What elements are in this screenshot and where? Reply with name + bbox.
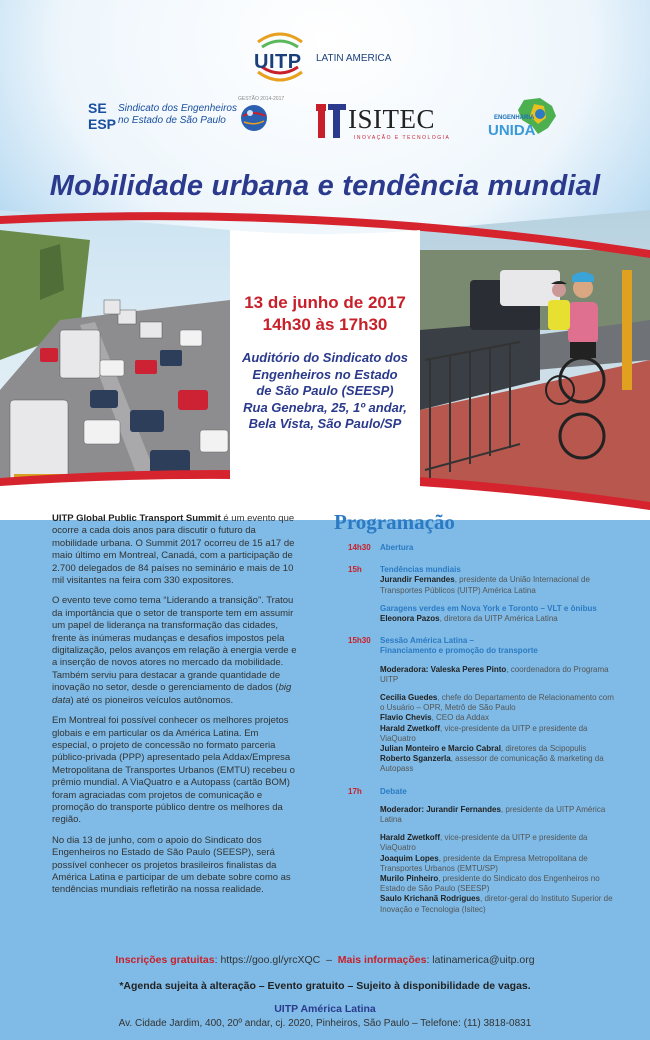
- agenda-note: *Agenda sujeita à alteração – Evento gratuito – Sujeito à disponibilidade de vagas.: [119, 980, 531, 992]
- speaker: Julian Monteiro e Marcio Cabral, diretores da Scipopulis: [380, 744, 587, 754]
- isitec-name: ISITEC: [348, 104, 435, 134]
- speaker: Saulo Krichanã Rodrigues, diretor-geral do Instituto Superior de Inovação e Tecnologia (Isitec): [380, 894, 613, 914]
- session-america-latina: [348, 636, 620, 774]
- venue-line: Bela Vista, São Paulo/SP: [248, 416, 402, 431]
- uitp-logo: [250, 28, 410, 88]
- session-time: 14h30: [348, 543, 371, 552]
- session-title: Abertura: [380, 543, 414, 552]
- seesp-name-2: no Estado de São Paulo: [118, 115, 226, 126]
- paragraph-4: No dia 13 de junho, com o apoio do Sindicato dos Engenheiros no Estado de São Paulo (SEESP), será possível conhecer os projetos brasileiros finalistas da América Latina e participar de um debate sobre como as tendências mundiais refletirão na nossa realidade.: [52, 834, 291, 896]
- registration-label: Inscrições gratuitas: [115, 954, 215, 966]
- session-tendencias: [348, 565, 620, 624]
- event-date: 13 de junho de 2017: [244, 293, 406, 312]
- isitec-tagline: INOVAÇÃO E TECNOLOGIA: [354, 135, 451, 141]
- paragraph-2: [52, 595, 297, 707]
- globe-icon: [240, 104, 268, 132]
- speaker: Joaquim Lopes, presidente da Empresa Metropolitana de Transportes Urbanos (EMTU/SP): [380, 853, 588, 873]
- seesp-gestao: GESTÃO 2014-2017: [238, 96, 285, 102]
- speaker: Roberto Sganzerla, assessor de comunicação & marketing da Autopass: [380, 754, 604, 774]
- summit-name: UITP Global Public Transport Summit: [52, 513, 221, 524]
- page-title: Mobilidade urbana e tendência mundial: [49, 170, 601, 202]
- speaker: Harald Zwetkoff, vice-presidente da UITP e presidente da ViaQuatro: [380, 723, 588, 743]
- speaker: Eleonora Pazos, diretora da UITP América Latina: [380, 614, 558, 624]
- uitp-name: UITP: [254, 51, 302, 73]
- venue-line: Engenheiros no Estado: [252, 366, 398, 382]
- engenharia-label: ENGENHARIA: [494, 115, 535, 121]
- program-heading: Programação: [334, 510, 455, 534]
- speaker: Harald Zwetkoff, vice-presidente da UITP e presidente da ViaQuatro: [380, 833, 588, 853]
- engenharia-unida-logo: [486, 96, 566, 148]
- venue-line: Rua Genebra, 25, 1º andar,: [243, 399, 407, 415]
- moderator: Moderadora: Valeska Peres Pinto, coordenadora do Programa UITP: [380, 664, 609, 684]
- organizer-name: UITP América Latina: [274, 1003, 376, 1015]
- session-title-2: Financiamento e promoção do transporte: [380, 646, 538, 656]
- session-abertura: [348, 543, 620, 553]
- paragraph-1: [52, 513, 297, 587]
- paragraph-1-text: é um evento que ocorre a cada dois anos para discutir o futuro da mobilidade urbana. O Summit 2017 ocorreu de 15 a17 de maio último em Montreal, Canadá, com a participação de 2.700 delegados de 84 países no seminário e mais de 10 mil visitantes na feira com 330 expositores.: [52, 513, 295, 587]
- unida-label: UNIDA: [488, 122, 536, 139]
- registration-link[interactable]: : https://goo.gl/yrcXQC: [214, 954, 321, 966]
- event-datetime: [205, 292, 445, 336]
- session-debate: [348, 787, 620, 915]
- info-email[interactable]: : latinamerica@uitp.org: [426, 954, 535, 966]
- session-title: Tendências mundiais: [380, 565, 461, 575]
- paragraph-2-text-a: O evento teve como tema “Liderando a transição”. Tratou da importância que o setor de transporte tem em assumir um papel de liderança na transformação das cidades, frente às inúmeras mudanças e desafios impostos pela digitalização, pelos avanços em relação à energia verde e a inserção de novos atores no mercado da mobilidade. Também serviu para destacar a grande quantidade de inovação no setor, desde o gerenciamento de dados (: [52, 595, 297, 694]
- traffic-photo: [0, 210, 230, 510]
- speaker: Jurandir Fernandes, presidente da União Internacional de Transportes Públicos (UITP) América Latina: [380, 575, 590, 595]
- venue-line: de São Paulo (SEESP): [256, 383, 394, 398]
- paragraph-3: Em Montreal foi possível conhecer os melhores projetos globais e em particular os da América Latina. Em especial, o projeto de concessão no formato parceria público-privada (PPP) apresentado pela Addax/Empresa Metropolitana de Transportes Urbanos (EMTU) recebeu o prêmio mundial. A ViaQuatro e a Autopass (cartão BOM) foram agraciadas com projetos de comunicação e promoção do transporte público dentre os melhores da região.: [52, 715, 295, 826]
- seesp-name-1: Sindicato dos Engenheiros: [118, 103, 237, 114]
- seesp-logo: [88, 96, 285, 144]
- info-label: Mais informações: [337, 954, 427, 966]
- session-title: Debate: [380, 786, 407, 796]
- event-time: 14h30 às 17h30: [262, 315, 388, 334]
- separator: –: [320, 954, 338, 966]
- venue-line: Auditório do Sindicato dos: [241, 350, 409, 365]
- session-title: Sessão América Latina –: [380, 636, 474, 646]
- seesp-abbr-2: ESP: [88, 116, 117, 132]
- isitec-emblem-icon: [314, 100, 348, 140]
- moderator: Moderador: Jurandir Fernandes, presidente da UITP América Latina: [380, 804, 606, 825]
- seesp-name: [118, 103, 237, 127]
- big-data-term: big data: [52, 682, 292, 706]
- session-time: 15h30: [348, 636, 371, 646]
- seesp-abbr-1: SE: [88, 100, 107, 116]
- speaker: Murilo Pinheiro, presidente do Sindicato dos Engenheiros no Estado de São Paulo (SEESP): [380, 874, 600, 894]
- organizer-address: Av. Cidade Jardim, 400, 20º andar, cj. 2020, Pinheiros, São Paulo – Telefone: (11) 3818-0831: [118, 1018, 532, 1029]
- speaker: Cecilia Guedes, chefe do Departamento de Relacionamento com o Usuário – OPR, Metrô de São Paulo: [380, 693, 614, 713]
- uitp-region: LATIN AMERICA: [316, 53, 392, 64]
- cyclists-photo: [420, 210, 650, 510]
- intro-text: [52, 513, 297, 905]
- registration-line: [0, 954, 650, 966]
- session-time: 15h: [348, 565, 362, 575]
- isitec-logo: [314, 100, 454, 144]
- session-time: 17h: [348, 786, 362, 796]
- program-list: [348, 543, 620, 923]
- seesp-abbr: [88, 100, 116, 132]
- paragraph-2-text-b: ) até os pioneiros veículos autônomos.: [70, 694, 234, 706]
- speaker: Flavio Chevis, CEO da Addax: [380, 713, 489, 723]
- event-venue: [205, 350, 445, 433]
- session-subtitle: Garagens verdes em Nova York e Toronto – VLT e ônibus: [380, 603, 597, 613]
